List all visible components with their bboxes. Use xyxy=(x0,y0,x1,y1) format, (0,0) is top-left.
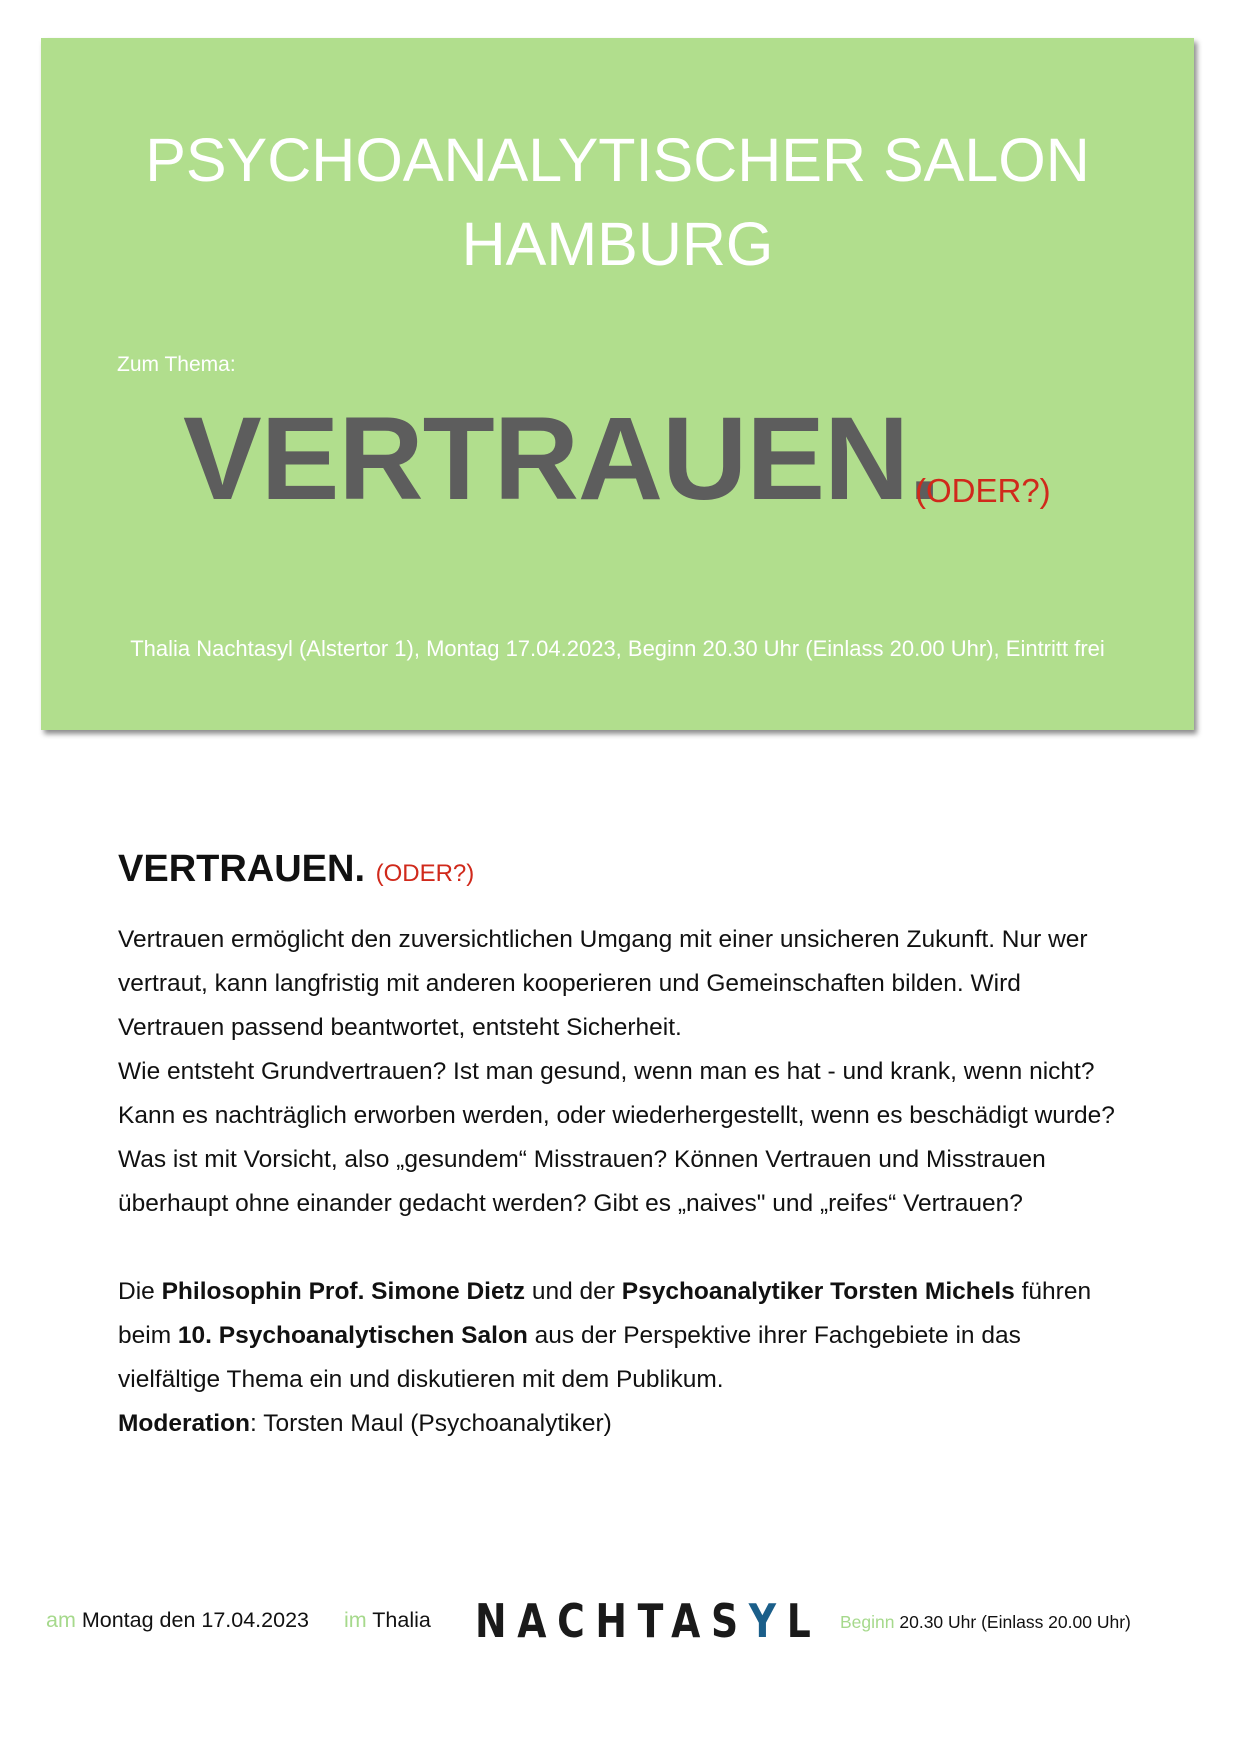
moderation-text: : Torsten Maul (Psychoanalytiker) xyxy=(250,1410,612,1437)
moderation-label: Moderation xyxy=(118,1410,251,1437)
salon-title-line1: PSYCHOANALYTISCHER SALON xyxy=(145,126,1090,194)
event-banner xyxy=(41,38,1194,730)
nachtasyl-logo xyxy=(475,1594,821,1648)
paragraph-2: Wie entsteht Grundvertrauen? Ist man gesund, wenn man es hat - und krank, wenn nicht? Kann es nachträglich erworben werden, oder wiederhergestellt, wenn es beschädigt wurde? Was ist mit Vorsicht, also „gesundem“ Misstrauen? Können Vertrauen und Misstrauen überhaupt ohne einander gedacht werden? Gibt es „naives" und „reifes“ Vertrauen? xyxy=(118,1058,1115,1217)
speakers-paragraph xyxy=(118,1270,1128,1446)
footer xyxy=(46,1590,1196,1650)
event-details: Thalia Nachtasyl (Alstertor 1), Montag 17.04.2023, Beginn 20.30 Uhr (Einlass 20.00 Uhr), Eintritt frei xyxy=(130,636,1105,661)
article-heading xyxy=(118,845,1128,898)
paragraph-1: Vertrauen ermöglicht den zuversichtlichen Umgang mit einer unsicheren Zukunft. Nur wer vertraut, kann langfristig mit anderen kooperieren und Gemeinschaften bilden. Wird Vertrauen passend beantwortet, entsteht Sicherheit. xyxy=(118,926,1088,1041)
footer-am-label: am xyxy=(46,1608,76,1632)
speakers-text-3: führen beim xyxy=(118,1278,1092,1349)
salon-title xyxy=(41,118,1194,286)
salon-number: 10. Psychoanalytischen Salon xyxy=(177,1322,528,1349)
logo-part-2: L xyxy=(786,1594,822,1648)
footer-time-value: 20.30 Uhr (Einlass 20.00 Uhr) xyxy=(894,1612,1131,1632)
footer-date xyxy=(46,1608,309,1633)
speakers-text-2: und der xyxy=(525,1278,622,1305)
logo-y: Y xyxy=(748,1594,787,1648)
footer-place-value: Thalia xyxy=(366,1608,431,1632)
footer-beginn-label: Beginn xyxy=(840,1612,895,1632)
speaker-philosopher: Philosophin Prof. Simone Dietz xyxy=(161,1278,526,1305)
footer-im-label: im xyxy=(344,1608,367,1632)
article-heading-text: VERTRAUEN. xyxy=(118,848,366,890)
salon-title-line2: HAMBURG xyxy=(461,210,774,278)
footer-place xyxy=(344,1608,431,1633)
footer-time xyxy=(840,1612,1131,1633)
article-heading-oder: (ODER?) xyxy=(375,860,475,887)
speakers-text-4: aus der Perspektive ihrer Fachgebiete in das vielfältige Thema ein und diskutieren mit dem Publikum. xyxy=(118,1322,1021,1393)
logo-part-1: NACHTAS xyxy=(475,1594,749,1648)
speakers-text-1: Die xyxy=(118,1278,162,1305)
speaker-psychoanalyst: Psychoanalytiker Torsten Michels xyxy=(621,1278,1015,1305)
intro-paragraph xyxy=(118,918,1128,1226)
topic-oder: (ODER?) xyxy=(915,472,1051,509)
article xyxy=(118,845,1128,1446)
topic-title: VERTRAUEN. xyxy=(183,393,941,525)
thema-label: Zum Thema: xyxy=(117,353,236,376)
footer-date-value: Montag den 17.04.2023 xyxy=(75,1608,309,1632)
